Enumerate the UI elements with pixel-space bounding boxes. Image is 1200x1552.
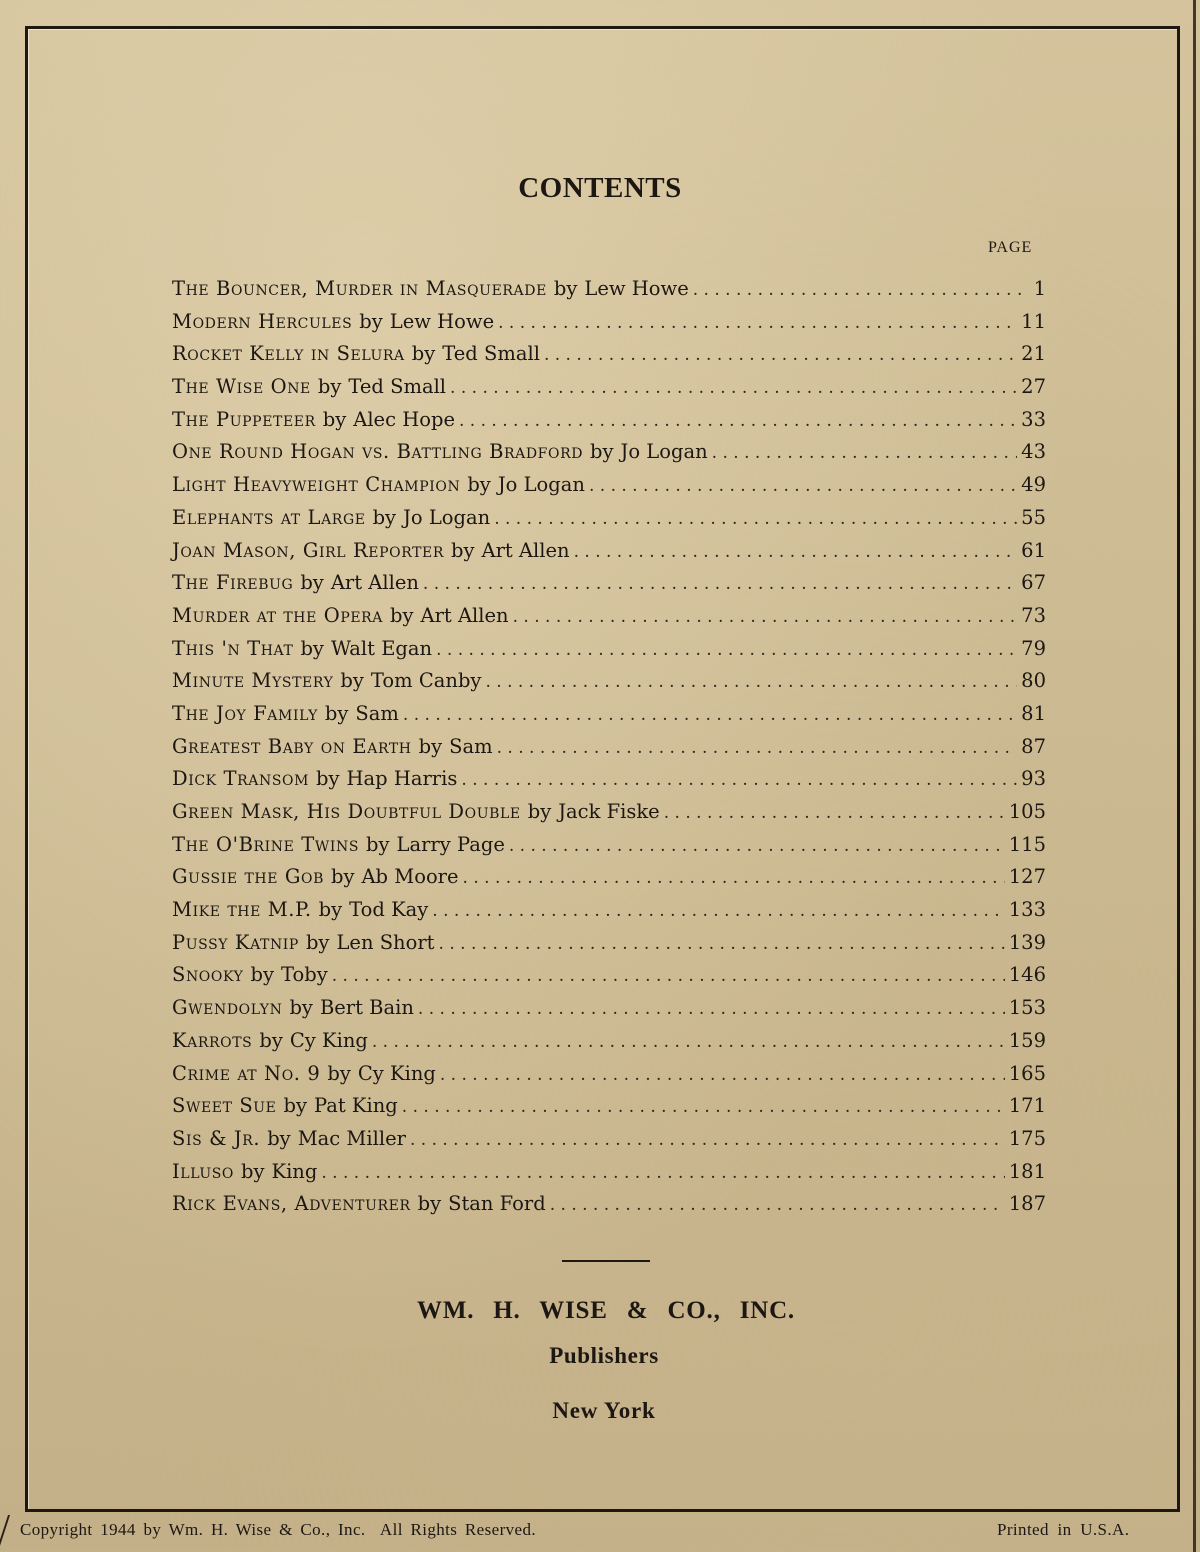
- contents-heading: CONTENTS: [518, 172, 682, 204]
- leader-dots: [497, 738, 1018, 758]
- entry-author: Ted Small: [348, 375, 447, 399]
- toc-entry: [172, 996, 1046, 1029]
- publisher-role: Publishers: [549, 1343, 659, 1368]
- toc-entry: [172, 767, 1046, 800]
- entry-by: by: [289, 996, 313, 1020]
- leader-dots: [402, 1097, 1005, 1117]
- entry-page-number: 93: [1021, 767, 1046, 791]
- entry-author: Jack Fiske: [558, 800, 660, 823]
- entry-page-number: 79: [1021, 636, 1046, 660]
- entry-page-number: 133: [1008, 898, 1046, 922]
- entry-title: Crime at No. 9: [172, 1061, 321, 1085]
- entry-page-number: 87: [1021, 734, 1046, 758]
- leader-dots: [459, 411, 1017, 431]
- entry-by: by: [553, 277, 578, 300]
- entry-page-number: 81: [1021, 701, 1046, 725]
- entry-author: Ab Moore: [361, 865, 459, 889]
- entry-author: Tod Kay: [349, 898, 429, 922]
- toc-entry: [172, 277, 1046, 310]
- toc-entry: [172, 898, 1046, 931]
- entry-title: Gwendolyn: [172, 996, 283, 1020]
- toc-entry: [172, 440, 1046, 473]
- entry-page-number: 159: [1008, 1028, 1046, 1052]
- leader-dots: [440, 1065, 1005, 1085]
- entry-by: by: [322, 407, 347, 431]
- leader-dots: [485, 672, 1017, 692]
- entry-by: by: [417, 1192, 442, 1216]
- toc-entry: [172, 1029, 1046, 1062]
- entry-author: Stan Ford: [448, 1192, 546, 1216]
- table-of-contents: [172, 277, 1046, 1225]
- leader-dots: [550, 1195, 1005, 1215]
- toc-entry: [172, 506, 1046, 539]
- leader-dots: [712, 443, 1018, 463]
- entry-author: Tom Canby: [370, 669, 482, 693]
- entry-title: Murder at the Opera: [172, 603, 384, 627]
- entry-title: Joan Mason, Girl Reporter: [172, 538, 444, 562]
- entry-title: The Joy Family: [172, 701, 318, 725]
- entry-author: Art Allen: [420, 603, 509, 627]
- entry-author: Jo Logan: [497, 473, 585, 497]
- entry-by: by: [241, 1159, 265, 1183]
- toc-entry: [172, 735, 1046, 768]
- entry-page-number: 175: [1008, 1126, 1046, 1150]
- entry-title: Sis & Jr.: [172, 1126, 261, 1150]
- entry-title: Minute Mystery: [172, 669, 334, 693]
- entry-title: The Wise One: [172, 375, 311, 399]
- toc-entry: [172, 310, 1046, 343]
- toc-entry: [172, 865, 1046, 898]
- toc-entry: [172, 800, 1046, 833]
- entry-author: Art Allen: [481, 538, 570, 562]
- entry-title: Mike the M.P.: [172, 898, 312, 922]
- entry-title: This 'n That: [172, 636, 294, 660]
- entry-title: Greatest Baby on Earth: [172, 734, 412, 758]
- entry-title: Elephants at Large: [172, 505, 366, 529]
- toc-entry: [172, 1192, 1046, 1225]
- leader-dots: [574, 542, 1018, 562]
- publisher-city: New York: [552, 1398, 656, 1423]
- leader-dots: [461, 770, 1017, 790]
- entry-by: by: [305, 930, 330, 954]
- entry-by: by: [467, 473, 491, 497]
- entry-by: by: [318, 898, 343, 922]
- entry-author: King: [271, 1159, 318, 1183]
- entry-page-number: 11: [1021, 309, 1046, 333]
- leader-dots: [664, 803, 1005, 823]
- entry-author: Lew Howe: [389, 309, 495, 333]
- leader-dots: [439, 934, 1005, 954]
- entry-title: Snooky: [172, 963, 244, 987]
- entry-title: The Firebug: [172, 571, 294, 595]
- toc-entry: [172, 833, 1046, 866]
- leader-dots: [436, 640, 1017, 660]
- entry-author: Bert Bain: [319, 996, 414, 1020]
- entry-page-number: 21: [1021, 342, 1046, 366]
- entry-author: Hap Harris: [346, 767, 458, 791]
- toc-entry: [172, 604, 1046, 637]
- leader-dots: [418, 999, 1005, 1019]
- entry-by: by: [324, 701, 349, 725]
- entry-by: by: [250, 963, 274, 987]
- leader-dots: [450, 378, 1017, 398]
- entry-page-number: 171: [1008, 1094, 1046, 1118]
- toc-entry: [172, 931, 1046, 964]
- entry-page-number: 181: [1008, 1159, 1046, 1183]
- entry-author: Art Allen: [330, 571, 419, 595]
- entry-by: by: [411, 342, 436, 366]
- entry-by: by: [340, 669, 364, 693]
- entry-author: Cy King: [357, 1061, 436, 1085]
- entry-title: The O'Brine Twins: [172, 832, 360, 856]
- entry-by: by: [267, 1126, 291, 1150]
- entry-page-number: 165: [1008, 1061, 1046, 1085]
- entry-page-number: 105: [1008, 800, 1046, 823]
- entry-by: by: [283, 1094, 308, 1118]
- toc-entry: [172, 669, 1046, 702]
- leader-dots: [332, 966, 1005, 986]
- toc-entry: [172, 571, 1046, 604]
- entry-author: Larry Page: [396, 832, 505, 856]
- entry-title: The Bouncer, Murder in Masquerade: [172, 277, 547, 300]
- entry-author: Sam: [355, 701, 399, 725]
- entry-page-number: 146: [1008, 963, 1046, 987]
- page-edge-mark: [0, 1515, 10, 1552]
- entry-author: Mac Miller: [297, 1126, 406, 1150]
- entry-page-number: 80: [1021, 669, 1046, 693]
- entry-by: by: [327, 1061, 351, 1085]
- leader-dots: [432, 901, 1004, 921]
- entry-by: by: [300, 571, 324, 595]
- entry-title: Gussie the Gob: [172, 865, 324, 889]
- toc-entry: [172, 702, 1046, 735]
- entry-author: Len Short: [336, 930, 435, 954]
- entry-page-number: 127: [1008, 865, 1046, 889]
- entry-page-number: 55: [1021, 505, 1046, 529]
- toc-entry: [172, 963, 1046, 996]
- toc-entry: [172, 473, 1046, 506]
- entry-by: by: [527, 800, 552, 823]
- toc-entry: [172, 375, 1046, 408]
- entry-by: by: [316, 767, 340, 791]
- entry-title: Rocket Kelly in Selura: [172, 342, 405, 366]
- entry-title: Karrots: [172, 1028, 253, 1052]
- entry-title: Light Heavyweight Champion: [172, 473, 461, 497]
- toc-entry: [172, 342, 1046, 375]
- leader-dots: [423, 574, 1017, 594]
- leader-dots: [498, 313, 1017, 333]
- entry-title: One Round Hogan vs. Battling Bradford: [172, 440, 584, 464]
- toc-entry: [172, 1160, 1046, 1193]
- leader-dots: [321, 1163, 1004, 1183]
- entry-page-number: 153: [1008, 996, 1046, 1020]
- entry-author: Jo Logan: [403, 505, 491, 529]
- entry-author: Alec Hope: [353, 407, 455, 431]
- entry-title: Illuso: [172, 1159, 234, 1183]
- section-divider-rule: [562, 1260, 650, 1262]
- leader-dots: [494, 509, 1017, 529]
- entry-page-number: 67: [1021, 571, 1046, 595]
- leader-dots: [410, 1130, 1005, 1150]
- entry-by: by: [330, 865, 355, 889]
- entry-page-number: 73: [1021, 603, 1046, 627]
- publisher-name: WM. H. WISE & CO., INC.: [417, 1297, 795, 1324]
- entry-page-number: 139: [1008, 930, 1046, 954]
- entry-page-number: 115: [1008, 832, 1046, 856]
- entry-by: by: [366, 832, 390, 856]
- toc-entry: [172, 1062, 1046, 1095]
- entry-title: Rick Evans, Adventurer: [172, 1192, 411, 1216]
- entry-page-number: 187: [1008, 1192, 1046, 1216]
- entry-by: by: [359, 309, 383, 333]
- leader-dots: [509, 836, 1005, 856]
- leader-dots: [403, 705, 1017, 725]
- entry-page-number: 49: [1021, 473, 1046, 497]
- entry-page-number: 61: [1021, 538, 1046, 562]
- entry-page-number: 43: [1021, 440, 1046, 464]
- entry-by: by: [259, 1028, 283, 1052]
- entry-author: Lew Howe: [584, 277, 689, 300]
- leader-dots: [372, 1032, 1005, 1052]
- toc-entry: [172, 637, 1046, 670]
- entry-author: Sam: [449, 734, 493, 758]
- entry-title: The Puppeteer: [172, 407, 316, 431]
- entry-title: Dick Transom: [172, 767, 310, 791]
- entry-author: Cy King: [289, 1028, 368, 1052]
- entry-author: Walt Egan: [330, 636, 433, 660]
- leader-dots: [589, 476, 1017, 496]
- leader-dots: [513, 607, 1018, 627]
- entry-page-number: 33: [1021, 407, 1046, 431]
- entry-by: by: [418, 734, 443, 758]
- toc-entry: [172, 408, 1046, 441]
- toc-entry: [172, 1127, 1046, 1160]
- toc-entry: [172, 1094, 1046, 1127]
- entry-by: by: [450, 538, 475, 562]
- printed-in-notice: Printed in U.S.A.: [997, 1520, 1130, 1539]
- entry-title: Pussy Katnip: [172, 930, 299, 954]
- entry-by: by: [390, 603, 414, 627]
- entry-by: by: [590, 440, 614, 464]
- entry-page-number: 27: [1021, 375, 1046, 399]
- entry-author: Pat King: [314, 1094, 398, 1118]
- toc-entry: [172, 539, 1046, 572]
- entry-page-number: 1: [1033, 277, 1046, 300]
- entry-author: Jo Logan: [620, 440, 708, 464]
- copyright-notice: Copyright 1944 by Wm. H. Wise & Co., Inc. All Rights Reserved.: [20, 1520, 537, 1539]
- entry-by: by: [300, 636, 324, 660]
- leader-dots: [693, 280, 1022, 300]
- entry-by: by: [372, 505, 397, 529]
- page-column-label: PAGE: [988, 239, 1033, 256]
- entry-title: Modern Hercules: [172, 309, 353, 333]
- entry-author: Toby: [281, 963, 328, 987]
- entry-author: Ted Small: [442, 342, 540, 366]
- leader-dots: [544, 345, 1017, 365]
- entry-title: Sweet Sue: [172, 1094, 277, 1118]
- leader-dots: [463, 868, 1005, 888]
- entry-title: Green Mask, His Doubtful Double: [172, 800, 521, 823]
- entry-by: by: [317, 375, 342, 399]
